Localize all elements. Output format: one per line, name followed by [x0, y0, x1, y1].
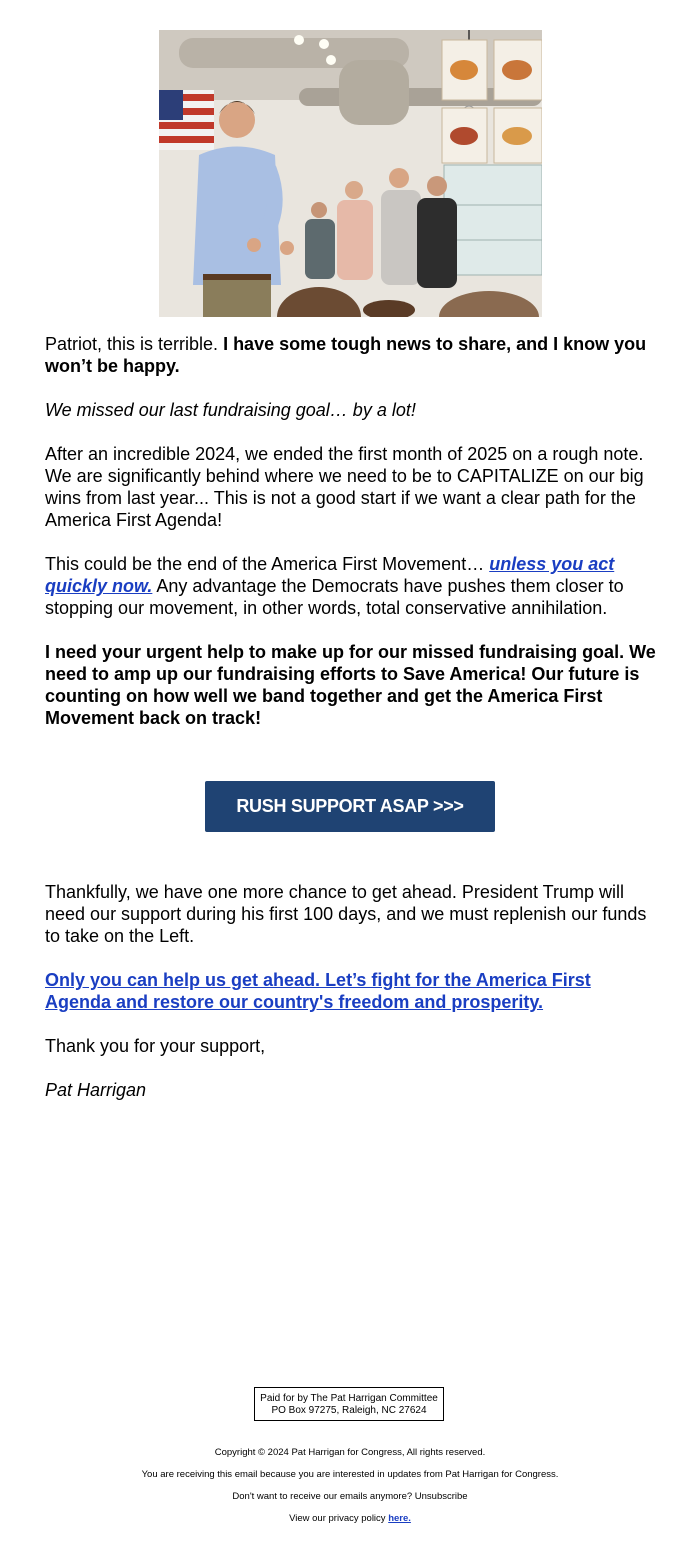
urgent-bold-text: I need your urgent help to make up for our missed fundraising goal. We need to amp up our fundraising efforts to Save America! Our future is counting on how well we band together and get the America First Movement back on track!	[45, 642, 656, 728]
unsubscribe-text[interactable]: Don't want to receive our emails anymore? Unsubscribe	[232, 1491, 468, 1502]
hero-photo-illustration	[159, 30, 542, 317]
intro-plain-text: Patriot, this is terrible.	[45, 334, 224, 354]
only-you-link[interactable]: Only you can help us get ahead. Let’s fight for the America First Agenda and restore our country's freedom and prosperity.	[45, 970, 591, 1012]
end-tail-text: Any advantage the Democrats have pushes them closer to stopping our movement, in other words, total conservative annihilation.	[45, 576, 624, 618]
thank-you-text: Thank you for your support,	[45, 1036, 266, 1056]
signature: Pat Harrigan	[45, 1080, 147, 1100]
email-footer	[0, 1447, 700, 1535]
privacy-policy-link[interactable]: here.	[388, 1513, 411, 1524]
hero-photo	[159, 30, 542, 317]
paragraph-2024: After an incredible 2024, we ended the first month of 2025 on a rough note. We are significantly behind where we need to be to CAPITALIZE on our big wins from last year... This is not a good start if we want a clear path for the America First Agenda!	[45, 444, 644, 530]
receiving-reason-text: You are receiving this email because you are interested in updates from Pat Harrigan for Congress.	[141, 1469, 559, 1480]
email-body-continued	[45, 881, 660, 1123]
privacy-policy-line	[0, 1513, 700, 1525]
end-of-movement-paragraph	[45, 553, 657, 619]
paid-for-line-2: PO Box 97275, Raleigh, NC 27624	[271, 1405, 427, 1416]
end-lead-text: This could be the end of the America First Movement…	[45, 554, 490, 574]
unless-you-act-link[interactable]: unless you act quickly now.	[45, 554, 615, 596]
cta-container	[205, 781, 495, 832]
intro-bold-text: I have some tough news to share, and I know you won’t be happy.	[45, 334, 647, 376]
paid-for-line-1: Paid for by The Pat Harrigan Committee	[260, 1393, 438, 1404]
privacy-lead-text: View our privacy policy	[289, 1513, 389, 1524]
intro-paragraph	[45, 333, 657, 377]
urgent-help-paragraph	[45, 641, 657, 729]
only-you-paragraph	[45, 969, 660, 1013]
missed-goal-text: We missed our last fundraising goal… by a lot!	[45, 400, 416, 420]
email-body	[45, 333, 657, 751]
paid-for-disclaimer	[254, 1387, 444, 1421]
rush-support-button[interactable]: RUSH SUPPORT ASAP >>>	[205, 781, 495, 832]
copyright-text: Copyright © 2024 Pat Harrigan for Congress, All rights reserved.	[214, 1447, 486, 1458]
thankfully-paragraph: Thankfully, we have one more chance to get ahead. President Trump will need our support during his first 100 days, and we must replenish our funds to take on the Left.	[45, 882, 647, 946]
